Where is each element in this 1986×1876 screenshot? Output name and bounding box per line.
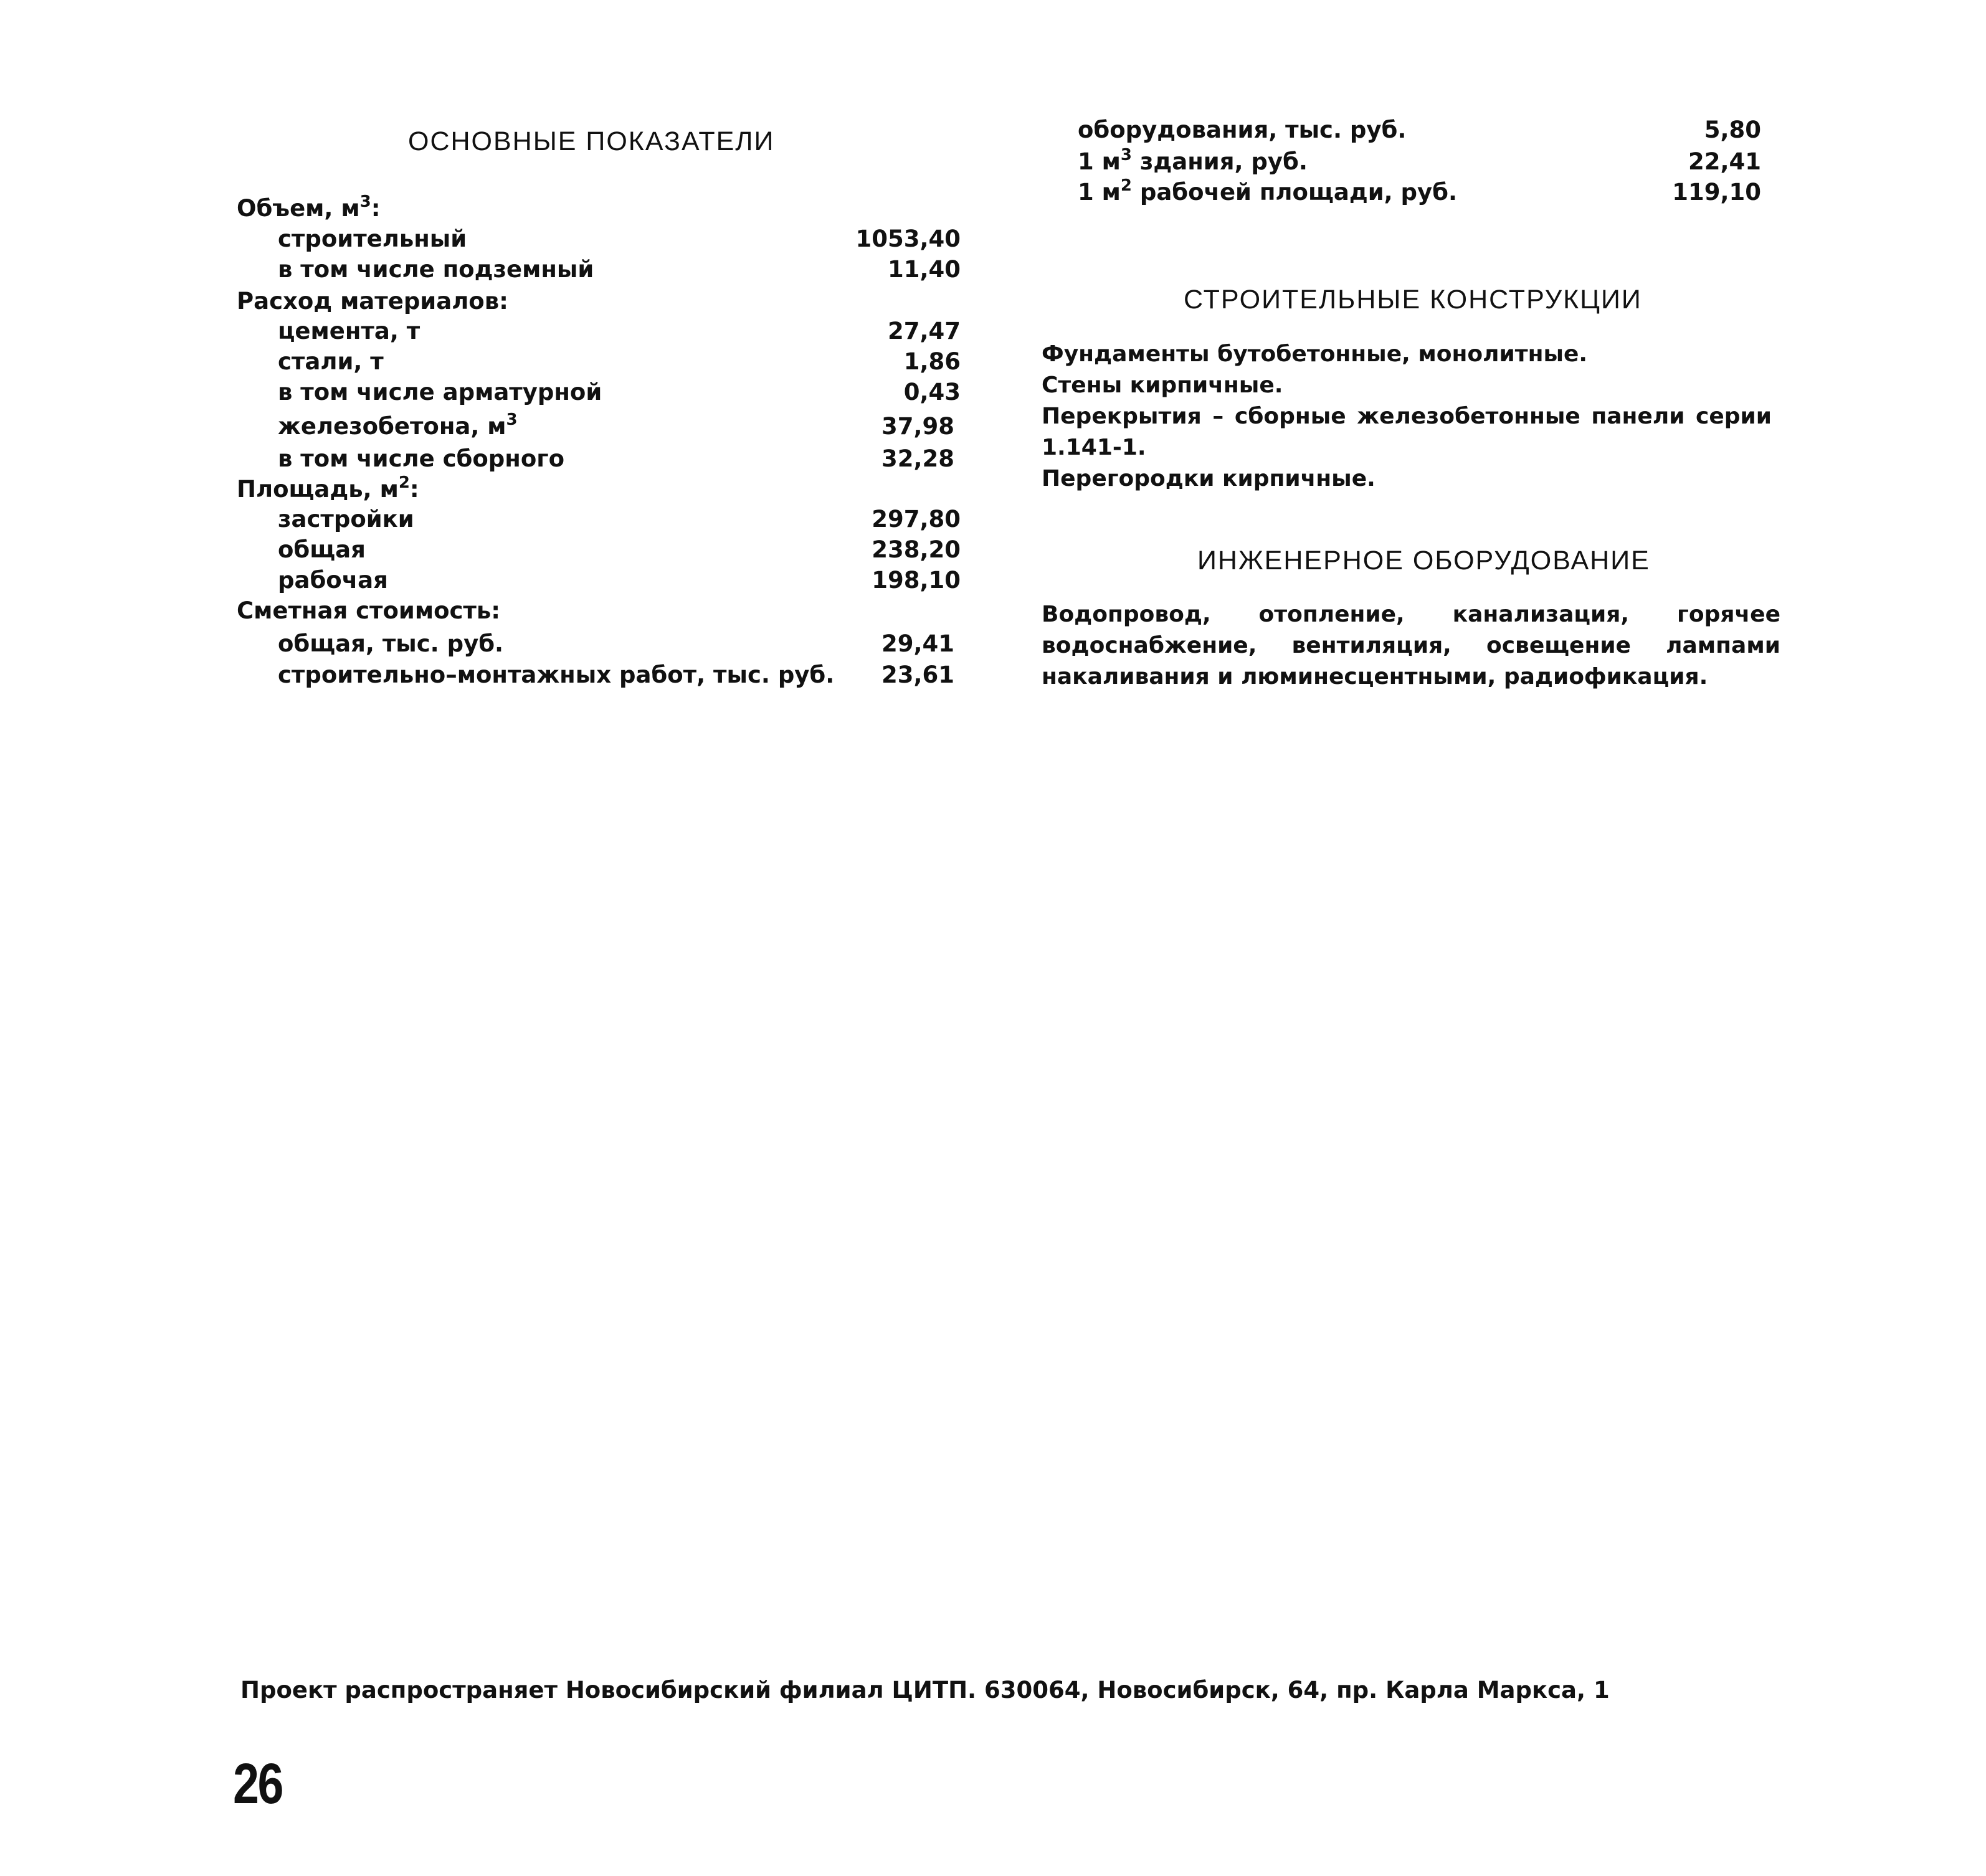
concrete-unit-power: 3 xyxy=(506,410,518,429)
per-m3-unit-power: 3 xyxy=(1120,146,1132,164)
indicator-row-precast xyxy=(278,447,961,470)
indicator-label: в том числе подземный xyxy=(278,256,594,283)
indicator-label: стали, т xyxy=(278,348,384,375)
indicator-row-equipment-cost xyxy=(1078,118,1769,141)
engineering-title: ИНЖЕНЕРНОЕ ОБОРУДОВАНИЕ xyxy=(1197,546,1650,576)
indicator-row-working-area xyxy=(278,569,961,592)
distributor-note: Проект распространяет Новосибирский филиал ЦИТП. 630064, Новосибирск, 64, пр. Карла Маркса, 1 xyxy=(240,1677,1610,1703)
indicator-row-cement xyxy=(278,320,961,343)
indicator-value: 22,41 xyxy=(1688,148,1761,175)
indicator-row-construction-works-cost xyxy=(278,663,961,686)
per-m2-unit-power: 2 xyxy=(1120,176,1132,195)
indicator-row-underground-volume xyxy=(278,258,961,281)
volume-label-text: Объем, м xyxy=(237,195,360,222)
per-m3-label: здания, руб. xyxy=(1131,148,1308,175)
indicator-label: рабочая xyxy=(278,567,388,594)
indicator-row-steel xyxy=(278,350,961,373)
indicator-label: общая xyxy=(278,536,366,563)
floors-text: Перекрытия – сборные железобетонные панели серии 1.141-1. xyxy=(1042,404,1772,460)
indicator-label: оборудования, тыс. руб. xyxy=(1078,116,1407,143)
indicator-value: 23,61 xyxy=(881,661,954,688)
cost-label xyxy=(237,599,500,622)
walls-text: Стены кирпичные. xyxy=(1042,372,1283,398)
indicator-row-total-area xyxy=(278,538,961,561)
indicator-value: 297,80 xyxy=(872,506,961,533)
indicators-table xyxy=(0,0,972,698)
indicator-row-rebar xyxy=(278,381,961,404)
area-label-suffix: : xyxy=(409,476,419,503)
indicator-row-total-cost xyxy=(278,632,961,655)
per-m2-prefix: 1 м xyxy=(1078,179,1121,206)
indicator-label xyxy=(1078,176,1458,206)
indicator-value: 1,86 xyxy=(903,348,961,375)
indicator-label: строительный xyxy=(278,225,467,252)
engineering-text: Водопровод, отопление, канализация, горячее водоснабжение, вентиляция, освещение лампами накаливания и люминесцентными, радиофикация. xyxy=(1042,602,1780,689)
indicator-label: застройки xyxy=(278,506,414,533)
cost-label-text: Сметная стоимость: xyxy=(237,597,501,624)
cost-continuation xyxy=(1059,118,1769,218)
indicator-row-reinforced-concrete xyxy=(278,410,961,440)
indicator-label: в том числе арматурной xyxy=(278,379,602,405)
indicator-label xyxy=(278,410,518,440)
indicator-label: строительно–монтажных работ, тыс. руб. xyxy=(278,661,835,688)
construction-section xyxy=(1042,339,1772,495)
construction-title: СТРОИТЕЛЬНЫЕ КОНСТРУКЦИИ xyxy=(1184,285,1642,315)
area-unit-power: 2 xyxy=(398,473,410,492)
main-indicators-title: ОСНОВНЫЕ ПОКАЗАТЕЛИ xyxy=(408,126,775,156)
indicator-value: 27,47 xyxy=(887,318,961,344)
foundations-text: Фундаменты бутобетонные, монолитные. xyxy=(1042,341,1588,367)
volume-label-suffix: : xyxy=(371,195,381,222)
volume-unit-power: 3 xyxy=(359,192,371,211)
indicator-value: 11,40 xyxy=(887,256,961,283)
indicator-value: 32,28 xyxy=(881,445,954,472)
page-number: 26 xyxy=(233,1752,283,1816)
indicator-row-construction-volume xyxy=(278,227,961,250)
indicator-value: 1053,40 xyxy=(855,225,961,252)
indicator-value: 119,10 xyxy=(1672,179,1761,206)
area-label-text: Площадь, м xyxy=(237,476,399,503)
indicator-value: 37,98 xyxy=(881,413,954,440)
materials-label-text: Расход материалов: xyxy=(237,288,508,315)
indicator-label: цемента, т xyxy=(278,318,420,344)
engineering-section xyxy=(1042,599,1780,693)
indicator-label: в том числе сборного xyxy=(278,445,565,472)
volume-label xyxy=(237,192,381,222)
indicator-value: 238,20 xyxy=(872,536,961,563)
indicator-label xyxy=(1078,148,1308,175)
indicator-value: 29,41 xyxy=(881,630,954,657)
area-label xyxy=(237,473,419,503)
indicator-row-built-area xyxy=(278,508,961,531)
concrete-label-text: железобетона, м xyxy=(278,413,506,440)
indicator-value: 0,43 xyxy=(903,379,961,405)
indicator-row-cost-per-m3 xyxy=(1078,146,1769,175)
materials-label xyxy=(237,290,508,313)
indicator-row-cost-per-m2 xyxy=(1078,176,1769,206)
per-m3-prefix: 1 м xyxy=(1078,148,1121,175)
indicator-value: 198,10 xyxy=(872,567,961,594)
indicator-value: 5,80 xyxy=(1704,116,1761,143)
indicator-label: общая, тыс. руб. xyxy=(278,630,504,657)
partitions-text: Перегородки кирпичные. xyxy=(1042,466,1375,491)
per-m2-label: рабочей площади, руб. xyxy=(1131,179,1458,206)
